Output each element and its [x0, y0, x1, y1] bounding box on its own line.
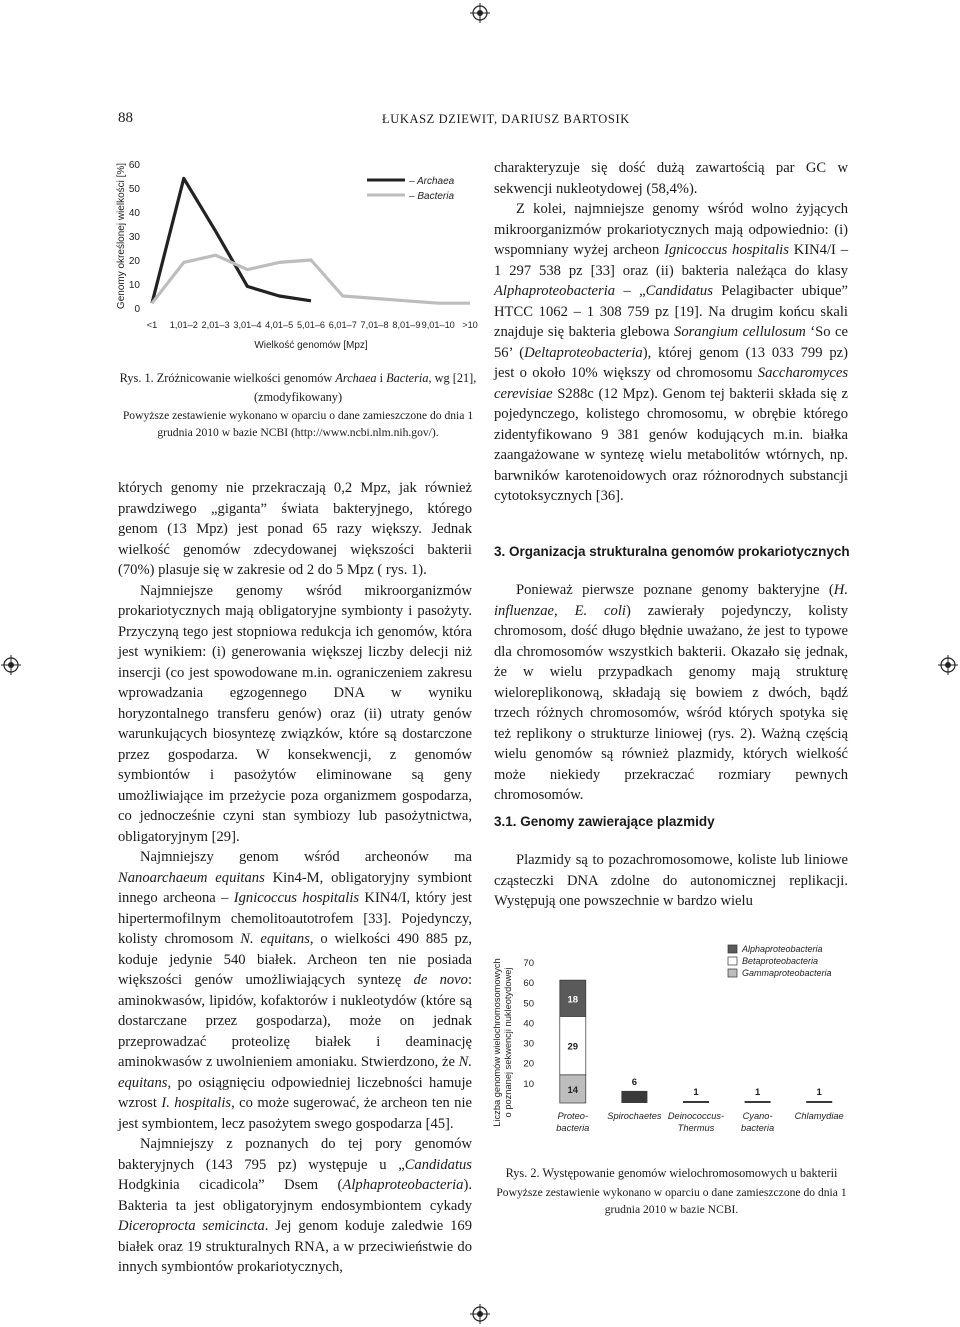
series-line-archaea — [152, 178, 311, 303]
x-tick-label: 9,01–10 — [421, 320, 455, 330]
left-paragraph-1: których genomy nie przekraczają 0,2 Mpz, jak również prawdziwego „giganta” świata bakteryjnego, którego genom (13 Mpz) jest ponad 65 razy większy. Jednak wielkość genomów zdecydowanej większości bakterii (70%) plasuje się w zakresie od 2 do 5 Mpz ( rys. 1). — [118, 480, 472, 578]
y-tick-label: 40 — [523, 1018, 534, 1030]
right-paragraph-4: Plazmidy są to pozachromosomowe, koliste lub liniowe cząsteczki DNA zdolne do autonomicznej replikacji. Występują one powszechnie w bardzo wielu — [494, 852, 848, 909]
y-tick-label: 60 — [523, 978, 534, 990]
legend-swatch-alphaproteobacteria — [728, 945, 737, 953]
registration-mark-top — [470, 3, 490, 23]
figure-1-caption — [118, 369, 478, 407]
legend-label-alphaproteobacteria: Alphaproteobacteria — [742, 944, 823, 954]
x-category-label: bacteria — [556, 1123, 590, 1133]
legend-label-gammaproteobacteria: Gammaproteobacteria — [742, 968, 832, 978]
left-paragraph-4: Najmniejszy z poznanych do tej pory genomów bakteryjnych (143 795 pz) występuje u „Candidatus Hodgkinia cicadicola” Dsem (Alphaproteobacteria). Bakteria ta jest obligatoryjnym endosymbiontem cykady Diceroprocta semicincta. Jej genom koduje zaledwie 169 białek oraz 19 strukturalnych RNA, a w przeciwieństwie do innych symbiontów prokariotycznych, — [118, 1136, 472, 1275]
y-axis-label: Genomy określonej wielkości [%] — [116, 162, 127, 310]
running-header-authors: ŁUKASZ DZIEWIT, DARIUSZ BARTOSIK — [382, 112, 630, 126]
y-tick-label: 10 — [128, 280, 140, 291]
bar-value-label: 1 — [816, 1086, 822, 1098]
bar-segment-label: 14 — [567, 1084, 579, 1096]
left-paragraph-2: Najmniejsze genomy wśród mikroorganizmów prokariotycznych mają obligatoryjne symbionty i pasożyty. Przyczyną tego jest stopniowa redukcja ich genomów, która jest wynikiem: (i) generowania większej liczby delecji niż insercji (co jest spowodowane m.in. ograniczeniem zakresu wprowadzania egzogennego DNA w wyniku horyzontalnego transferu genów) oraz (ii) utraty genów warunkujących biosyntezę związków, które są dostarczone przez gospodarza. W konsekwencji, z genomów symbiontów i pasożytów eliminowane są geny umożliwiające im przeżycie poza organizmem gospodarza, co jednocześnie czyni stan symbiozy lub pasożytnictwa, obligatoryjnym [29]. — [118, 582, 472, 845]
series-line-bacteria — [152, 255, 470, 303]
bar-value-label: 1 — [693, 1086, 699, 1098]
left-column — [118, 478, 472, 1278]
x-axis-label: Wielkość genomów [Mpz] — [254, 340, 368, 351]
section-3-heading: 3. Organizacja strukturalna genomów prokariotycznych — [494, 544, 850, 559]
legend-swatch-gammaproteobacteria — [728, 969, 737, 977]
y-tick-label: 70 — [523, 958, 534, 969]
figure-1-title: Zróżnicowanie wielkości genomów Archaea i Bacteria, wg [21], (zmodyfikowany) — [156, 371, 477, 404]
bar-value-label: 6 — [631, 1076, 638, 1088]
x-category-label: bacteria — [741, 1123, 775, 1133]
right-paragraph-2: Z kolei, najmniejsze genomy wśród wolno żyjących mikroorganizmów prokariotycznych mają odpowiednio: (i) wspomniany wyżej archeon Ignicoccus hospitalis KIN4/I – 1 297 538 pz [33] oraz (ii) bakteria należąca do klasy Alphaproteobacteria – „Candidatus Pelagibacter ubique” HTCC 1062 – 1 308 759 pz [19]. Na drugim końcu skali znajduje się bakteria glebowa Sorangium cellulosum ‘So ce 56’ (Deltaproteobacteria), której genom (13 033 799 pz) jest o około 10% większy od chromosomu Saccharomyces cerevisiae S288c (12 Mpz). Genom tej bakterii składa się z pojedynczego, kolistego chromosomu, w obrębie którego zidentyfikowano 9 381 genów kodujących m.in. białka zaangażowane w syntezę wielu metabolitów wtórnych, np. barwników karotenoidowych oraz różnorodnych substancji cytotoksycznych [36]. — [494, 201, 849, 504]
y-tick-label: 20 — [523, 1058, 534, 1070]
legend-label-betaproteobacteria: Betaproteobacteria — [742, 956, 819, 966]
y-tick-label: 40 — [128, 208, 140, 219]
x-tick-label: 7,01–8 — [360, 320, 389, 330]
y-axis-label-line-1: Liczba genomów wielochromosomowych — [492, 958, 502, 1127]
y-tick-label: 10 — [523, 1078, 534, 1090]
figure-2-caption: Rys. 2. Występowanie genomów wielochromosomowych u bakterii — [505, 1166, 838, 1180]
x-tick-label: 2,01–3 — [201, 320, 230, 330]
registration-mark-right — [938, 655, 958, 675]
x-tick-label: 8,01–9 — [392, 320, 421, 330]
bar-segment-label: 18 — [567, 994, 579, 1006]
y-tick-label: 20 — [128, 256, 140, 267]
page-number: 88 — [118, 110, 133, 126]
section-3-1-heading: 3.1. Genomy zawierające plazmidy — [494, 814, 715, 829]
registration-mark-bottom — [470, 1304, 490, 1324]
x-tick-label: 3,01–4 — [233, 320, 262, 330]
x-category-label: Deinococcus- — [667, 1111, 725, 1121]
bar — [683, 1101, 709, 1103]
x-category-label: Chlamydiae — [794, 1111, 844, 1121]
bar — [621, 1091, 647, 1103]
y-tick-label: 50 — [523, 998, 534, 1010]
y-tick-label: 50 — [128, 184, 140, 195]
x-tick-label: 6,01–7 — [328, 320, 357, 330]
right-paragraph-3: Ponieważ pierwsze poznane genomy bakteryjne (H. influenzae, E. coli) zawierały pojedynczy, kolisty chromosom, dość długo błędnie uważano, że jest to typowe dla chromosomów wszystkich bakterii. Okazało się jednak, że w wielu przypadkach genomy mają strukturę wieloreplikonową, składają się bowiem z dwóch, bądź trzech różnych chromosomów, wśród których spotyka się też replikony o strukturze liniowej (rys. 2). Ważną częścią wielu genomów są również plazmidy, których wielkość może niekiedy przekraczać rozmiary pewnych chromosomów. — [494, 582, 848, 803]
x-category-label: Spirochaetes — [607, 1111, 662, 1121]
figure-1-line-chart — [112, 150, 482, 365]
bar-value-label: 1 — [754, 1086, 761, 1098]
x-tick-label: <1 — [146, 320, 158, 330]
x-tick-label: 1,01–2 — [169, 320, 198, 330]
figure-1-source: Powyższe zestawienie wykonano w oparciu o dane zamieszczone do dnia 1 grudnia 2010 w bazie NCBI (http://www.ncbi.nlm.nih.gov/). — [122, 409, 474, 439]
right-column-top — [494, 158, 848, 507]
figure-2-bar-chart — [490, 940, 860, 1160]
x-tick-label: 4,01–5 — [265, 320, 294, 330]
bar — [745, 1101, 771, 1103]
bar — [806, 1101, 832, 1103]
legend-label-archaea: – Archaea — [409, 176, 455, 187]
registration-mark-left — [1, 655, 21, 675]
x-category-label: Proteo- — [557, 1111, 589, 1121]
right-column-bottom — [494, 850, 848, 912]
legend-swatch-betaproteobacteria — [728, 957, 737, 965]
x-tick-label: 5,01–6 — [296, 320, 326, 330]
y-tick-label: 30 — [128, 232, 140, 243]
left-paragraph-3: Najmniejszy genom wśród archeonów ma Nanoarchaeum equitans Kin4-M, obligatoryjny symbiont innego archeona – Ignicoccus hospitalis KIN4/I, który jest hipertermofilnym chemolitoautotrofem [33]. Pojedynczy, kolisty chromosom N. equitans, o wielkości 490 885 pz, koduje jedynie 540 białek. Archeon ten nie posiada większości genów umożliwiających syntezę de novo: aminokwasów, lipidów, kofaktorów i nukleotydów (które są dostarczane przez gospodarza), może on jednak przeprowadzać proteolizę białek i deaminację aminokwasów z uwolnieniem amoniaku. Stwierdzono, że N. equitans, po osiągnięciu odpowiedniej liczebności hamuje wzrost I. hospitalis, co może sugerować, że archeon ten nie jest symbiontem, lecz pasożytem swego gospodarza [45]. — [118, 849, 473, 1132]
figure-1-label: Rys. 1. — [119, 371, 154, 385]
x-category-label: Cyano- — [742, 1111, 773, 1121]
bar-segment-label: 29 — [567, 1041, 579, 1053]
y-tick-label: 30 — [523, 1038, 534, 1050]
x-category-label: Thermus — [677, 1123, 715, 1133]
figure-2-source: Powyższe zestawienie wykonano w oparciu o dane zamieszczone do dnia 1 grudnia 2010 w bazie NCBI. — [496, 1186, 847, 1216]
legend-label-bacteria: – Bacteria — [409, 191, 455, 202]
right-paragraph-1: charakteryzuje się dość dużą zawartością par GC w sekwencji nukleotydowej (58,4%). — [494, 160, 848, 197]
y-tick-label: 60 — [128, 160, 140, 171]
y-tick-label: 0 — [134, 304, 140, 315]
y-axis-label-line-2: o poznanej sekwencji nukleotydowej — [503, 967, 513, 1118]
right-column-middle — [494, 580, 848, 806]
x-tick-label: >10 — [462, 320, 478, 330]
